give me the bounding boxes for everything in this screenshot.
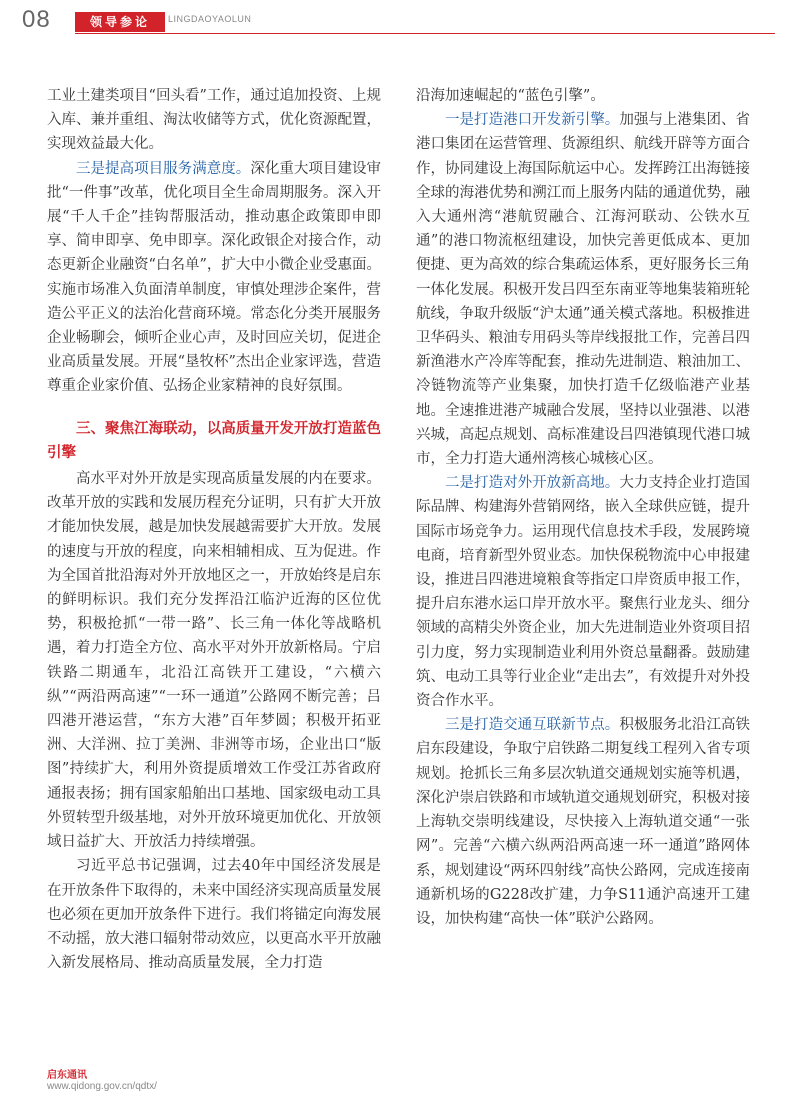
paragraph xyxy=(416,471,750,713)
paragraph-body: 深化重大项目建设审批“一件事”改革，优化项目全生命周期服务。深入开展“千人千企”挂钩帮服活动，推动惠企政策即申即享、简申即享、免申即享。深化政银企对接合作，动态更新企业融资“白名单”，扩大中小微企业受惠面。实施市场准入负面清单制度，审慎处理涉企案件，营造公平正义的法治化营商环境。常态化分类开展服务企业畅聊会，倾听企业心声，及时回应关切，促进企业高质量发展。开展“垦牧杯”杰出企业家评选，营造尊重企业家价值、弘扬企业家精神的良好氛围。 xyxy=(47,160,382,395)
paragraph-lead: 三是打造交通互联新节点。 xyxy=(445,717,620,734)
paragraph xyxy=(416,108,750,471)
paragraph: 高水平对外开放是实现高质量发展的内在要求。改革开放的实践和发展历程充分证明，只有扩大开放才能加快发展，越是加快发展越需要扩大开放。发展的速度与开放的程度，向来相辅相成、互为促进。作为全国首批沿海对外开放地区之一，开放始终是启东的鲜明标识。我们充分发挥沿江临沪近海的区位优势，积极抢抓“一带一路”、长三角一体化等战略机遇，着力打造全方位、高水平对外开放新格局。宁启铁路二期通车，北沿江高铁开工建设，“六横六纵”“两沿两高速”“一环一通道”公路网不断完善；吕四港开港运营，“东方大港”百年梦圆；积极开拓亚洲、大洋洲、拉丁美洲、非洲等市场，企业出口“版图”持续扩大，利用外资提质增效工作受江苏省政府通报表扬；拥有国家船舶出口基地、国家级电动工具外贸转型升级基地，对外开放环境更加优化、开放领域日益扩大、开放活力持续增强。 xyxy=(47,471,381,851)
paragraph-body: 加强与上港集团、省港口集团在运营管理、货源组织、航线开辟等方面合作，协同建设上海国际航运中心。发挥跨江出海链接全球的海港优势和溯江而上服务内陆的通道优势，融入大通州湾“港航贸融合、江海河联动、公铁水互通”的港口物流枢纽建设，加快完善更低成本、更加便捷、更为高效的综合集疏运体系，更好服务长三角一体化发展。积极开发吕四至东南亚等地集装箱班轮航线，争取升级版“沪太通”通关模式落地。积极推进卫华码头、粮油专用码头等岸线报批工作，完善吕四新渔港水产冷库等配套，推动先进制造、粮油加工、冷链物流等产业集聚，加快打造千亿级临港产业基地。全速推进港产城融合发展，坚持以业强港、以港兴城，高起点规划、高标准建设吕四港镇现代港口城市，全力打造大通州湾核心城核心区。 xyxy=(416,112,751,468)
left-column xyxy=(47,84,381,975)
paragraph xyxy=(47,157,381,399)
right-column xyxy=(416,84,750,931)
paragraph-body: 大力支持企业打造国际品牌、构建海外营销网络，嵌入全球供应链，提升国际市场竞争力。运用现代信息技术手段，发展跨境电商，培育新型外贸业态。加快保税物流中心申报建设，推进吕四港进境粮食等指定口岸资质申报工作，提升启东港水运口岸开放水平。聚焦行业龙头、细分领域的高精尖外资企业，加大先进制造业外资项目招引力度，努力实现制造业利用外资总量翻番。鼓励建筑、电动工具等行业企业“走出去”，有效提升对外投资合作水平。 xyxy=(416,475,751,710)
paragraph-lead: 二是打造对外开放新高地。 xyxy=(445,475,620,492)
page-number: 08 xyxy=(22,6,51,33)
paragraph: 工业土建类项目“回头看”工作，通过追加投资、上规入库、兼并重组、淘汰收储等方式，优化资源配置，实现效益最大化。 xyxy=(47,88,381,153)
section-title-en: LINGDAOYAOLUN xyxy=(168,14,252,24)
paragraph: 沿海加速崛起的“蓝色引擎”。 xyxy=(416,88,605,104)
footer-brand: 启东通讯 xyxy=(47,1070,87,1081)
paragraph: 习近平总书记强调，过去40年中国经济发展是在开放条件下取得的，未来中国经济实现高质量发展也必须在更加开放条件下进行。我们将锚定向海发展不动摇，放大港口辐射带动效应，以更高水平开放融入新发展格局、推动高质量发展，全力打造 xyxy=(47,858,381,972)
paragraph xyxy=(416,713,750,931)
header-rule xyxy=(75,33,775,34)
paragraph-lead: 三是提高项目服务满意度。 xyxy=(76,160,251,177)
paragraph-lead: 一是打造港口开发新引擎。 xyxy=(445,112,620,129)
paragraph-body: 积极服务北沿江高铁启东段建设，争取宁启铁路二期复线工程列入省专项规划。抢抓长三角多层次轨道交通规划实施等机遇，深化沪崇启铁路和市域轨道交通规划研究，积极对接上海轨交崇明线建设，尽快接入上海轨道交通“一张网”。完善“六横六纵两沿两高速一环一通道”路网体系，规划建设“两环四射线”高快公路网，完成连接南通新机场的G228改扩建，力争S11通沪高速开工建设，加快构建“高快一体”联沪公路网。 xyxy=(416,717,751,927)
section-heading: 三、聚焦江海联动，以高质量开发开放打造蓝色引擎 xyxy=(47,420,381,461)
page-footer xyxy=(47,1066,157,1092)
section-title: 领导参论 xyxy=(75,12,165,32)
footer-url[interactable]: www.qidong.gov.cn/qdtx/ xyxy=(47,1081,157,1092)
